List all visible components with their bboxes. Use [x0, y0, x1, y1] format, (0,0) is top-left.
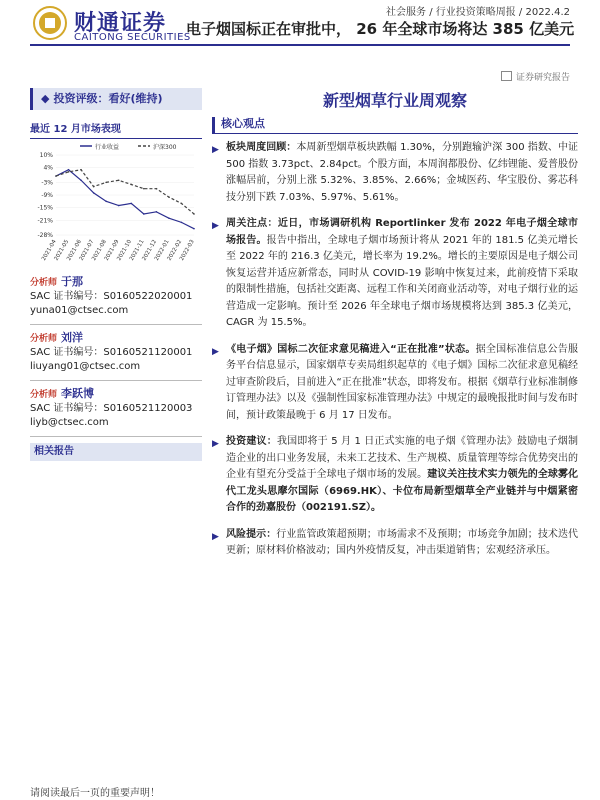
- paragraph-text: 行业监管政策超预期；市场需求不及预期；市场竞争加剧；技术迭代更新；原材料价格波动；国内外疫情反复，冲击渠道销售；宏观经济承压。: [226, 528, 579, 556]
- analyst-name: 李跃博: [61, 387, 95, 400]
- data-point: [68, 171, 70, 173]
- paragraph-lead: 板块周度回顾：: [226, 142, 297, 153]
- data-point: [156, 211, 158, 213]
- data-point: [105, 182, 107, 184]
- paragraph-lead: 周关注点：近日，市场调研机构 Reportlinker 发布 2022 年电子烟全球市场报告。: [226, 218, 578, 246]
- y-tick-label: -21%: [37, 217, 53, 225]
- report-meta: 社会服务 / 行业投资策略周报 / 2022.4.2: [386, 7, 570, 18]
- paragraph-lead: 《电子烟》国标二次征求意见稿进入“正在批准”状态。: [226, 343, 476, 355]
- data-point: [156, 188, 158, 190]
- data-point: [143, 213, 145, 215]
- analyst-name: 于那: [61, 275, 84, 288]
- data-point: [143, 188, 145, 190]
- analyst-list: [30, 269, 202, 437]
- paragraph-lead: 投资建议：: [226, 436, 277, 447]
- caitong-logo-icon: [33, 6, 67, 40]
- report-title: 电子烟国标正在审批中， 26 年全球市场将达 385 亿美元: [186, 20, 575, 38]
- x-tick-label: 2021-10: [116, 239, 134, 262]
- perf-chart: [30, 139, 202, 269]
- x-tick-label: 2021-05: [53, 239, 71, 262]
- data-point: [130, 203, 132, 205]
- rating-box: [30, 88, 202, 110]
- main-title: 新型烟草行业周观察: [322, 91, 467, 110]
- analyst-email[interactable]: liyb@ctsec.com: [30, 417, 109, 428]
- analyst-card: [30, 325, 202, 381]
- analyst-card: [30, 381, 202, 437]
- data-point: [168, 196, 170, 198]
- research-tag: [501, 70, 570, 83]
- company-name-cn: 财通证券: [74, 11, 167, 36]
- x-tick-label: 2021-09: [103, 239, 121, 262]
- legend-label: 行业收益: [95, 144, 120, 151]
- x-tick-label: 2022-03: [179, 239, 196, 262]
- data-point: [93, 192, 95, 194]
- paragraph-tail: 建议关注技术实力领先的全球雾化代工龙头思摩尔国际（6969.HK）、卡位布局新型烟草全产业链并与中烟紧密合作的劲嘉股份（002191.SZ）。: [226, 469, 579, 513]
- data-point: [181, 222, 183, 224]
- data-point: [55, 175, 57, 177]
- bullet-icon: ▶: [212, 221, 219, 231]
- x-tick-label: 2021-04: [41, 239, 58, 262]
- perf-chart-svg: [30, 139, 202, 269]
- bullet-icon: ▶: [212, 439, 219, 449]
- analyst-cert: SAC 证书编号：S0160521120001: [30, 347, 193, 358]
- data-point: [193, 228, 195, 230]
- paragraph-text: 本周新型烟草板块跌幅 1.30%，分别跑输沪深 300 指数、中证 500 指数 3.73pct、2.84pct。个股方面，本周润都股份、亿纬锂能、爱普股份涨幅居前，分别上涨 5.32%、3.85%、2.66%；金城医药、华宝股份、雾芯科技分别下跌 7.03%、5.97%、5.61%。: [226, 142, 579, 203]
- data-point: [193, 213, 195, 215]
- x-tick-label: 2022-01: [153, 239, 171, 262]
- key-point-paragraph: [212, 527, 578, 560]
- x-tick-label: 2021-11: [128, 239, 146, 262]
- perf-title: 最近 12 月市场表现: [30, 120, 202, 139]
- page-header: [0, 0, 600, 62]
- analyst-role: 分析师: [30, 278, 58, 288]
- research-tag-label: 证券研究报告: [515, 73, 570, 83]
- key-point-paragraph: [212, 342, 578, 425]
- bullet-icon: ▶: [212, 531, 219, 542]
- x-tick-label: 2022-02: [166, 239, 184, 262]
- header-divider: [30, 44, 570, 46]
- y-tick-label: -3%: [41, 179, 53, 187]
- data-point: [80, 179, 82, 181]
- data-point: [130, 184, 132, 186]
- legend-label: 沪深300: [153, 144, 177, 151]
- bullet-icon: ▶: [212, 346, 219, 357]
- data-point: [118, 179, 120, 181]
- x-tick-label: 2021-07: [78, 239, 96, 262]
- key-points-title: 核心观点: [212, 117, 578, 134]
- x-tick-label: 2021-06: [66, 239, 83, 262]
- analyst-card: [30, 269, 202, 325]
- analyst-cert: SAC 证书编号：S0160522020001: [30, 291, 193, 302]
- y-tick-label: 4%: [43, 164, 53, 172]
- key-point-paragraph: [212, 434, 578, 517]
- y-tick-label: -9%: [41, 192, 53, 199]
- analyst-cert: SAC 证书编号：S0160521120003: [30, 403, 193, 414]
- data-point: [118, 205, 120, 207]
- y-tick-label: -28%: [37, 232, 53, 239]
- data-point: [168, 217, 170, 219]
- analyst-name: 刘洋: [61, 331, 84, 344]
- paragraph-text: 据全国标准信息公告服务平台信息显示，国家烟草专卖局组织起草的《电子烟》国标二次征求意见稿经过审查阶段后，目前进入“正在批准”状态，即将发布。根据《烟草行业标准制修订管理办法》以及《强制性国家标准管理办法》中规定的最晚报批时间与发布时间，预计政策最晚于 6 月 17 日发布。: [226, 343, 578, 421]
- data-point: [80, 169, 82, 171]
- paragraph-text: 我国即将于 5 月 1 日正式实施的电子烟《管理办法》鼓励电子烟制造企业的出口业务发展，未来工艺技术、生产规模、质量管理等综合优势突出的企业有望充分受益于全球电子烟市场的发展。: [226, 436, 578, 480]
- rating-label: 投资评级：看好(维持): [53, 92, 163, 105]
- data-point: [105, 201, 107, 203]
- main-content: [212, 88, 578, 570]
- key-point-paragraph: [212, 140, 578, 206]
- paragraph-list: [212, 140, 578, 560]
- diamond-icon: ◆: [41, 92, 50, 105]
- x-tick-label: 2021-08: [91, 239, 108, 262]
- bullet-icon: ▶: [212, 145, 219, 155]
- paragraph-lead: 风险提示：: [226, 528, 277, 540]
- key-point-paragraph: [212, 216, 578, 332]
- analyst-role: 分析师: [30, 334, 58, 344]
- y-tick-label: 10%: [39, 152, 53, 159]
- company-name-en: CAITONG SECURITIES: [74, 32, 191, 43]
- analyst-email[interactable]: yuna01@ctsec.com: [30, 305, 129, 316]
- y-tick-label: -15%: [37, 204, 53, 212]
- analyst-email[interactable]: liuyang01@ctsec.com: [30, 361, 141, 372]
- document-icon: [501, 71, 512, 81]
- analyst-role: 分析师: [30, 390, 58, 400]
- sidebar: [30, 88, 202, 461]
- footer-note: 请阅读最后一页的重要声明！: [30, 788, 160, 799]
- x-tick-label: 2021-12: [141, 239, 159, 262]
- data-point: [181, 203, 183, 205]
- data-point: [93, 186, 95, 188]
- paragraph-text: 报告中指出，全球电子烟市场预计将从 2021 年的 181.5 亿美元增长至 2022 年的 216.3 亿美元，增长率为 19.2%。增长的主要原因是电子烟公司恢复运营并适应新常态，同时从 COVID-19 影响中恢复过来，此前疫情下采取的限制性措施，包括社交距离、远程工作和关闭商业活动等，对电子烟行业的运营造成一定影响。预计至 2026 年全球电子烟市场规模将达到 385.3 亿美元，CAGR 为 15.5%。: [226, 234, 578, 328]
- data-point: [68, 169, 70, 171]
- related-reports-title: 相关报告: [30, 443, 202, 461]
